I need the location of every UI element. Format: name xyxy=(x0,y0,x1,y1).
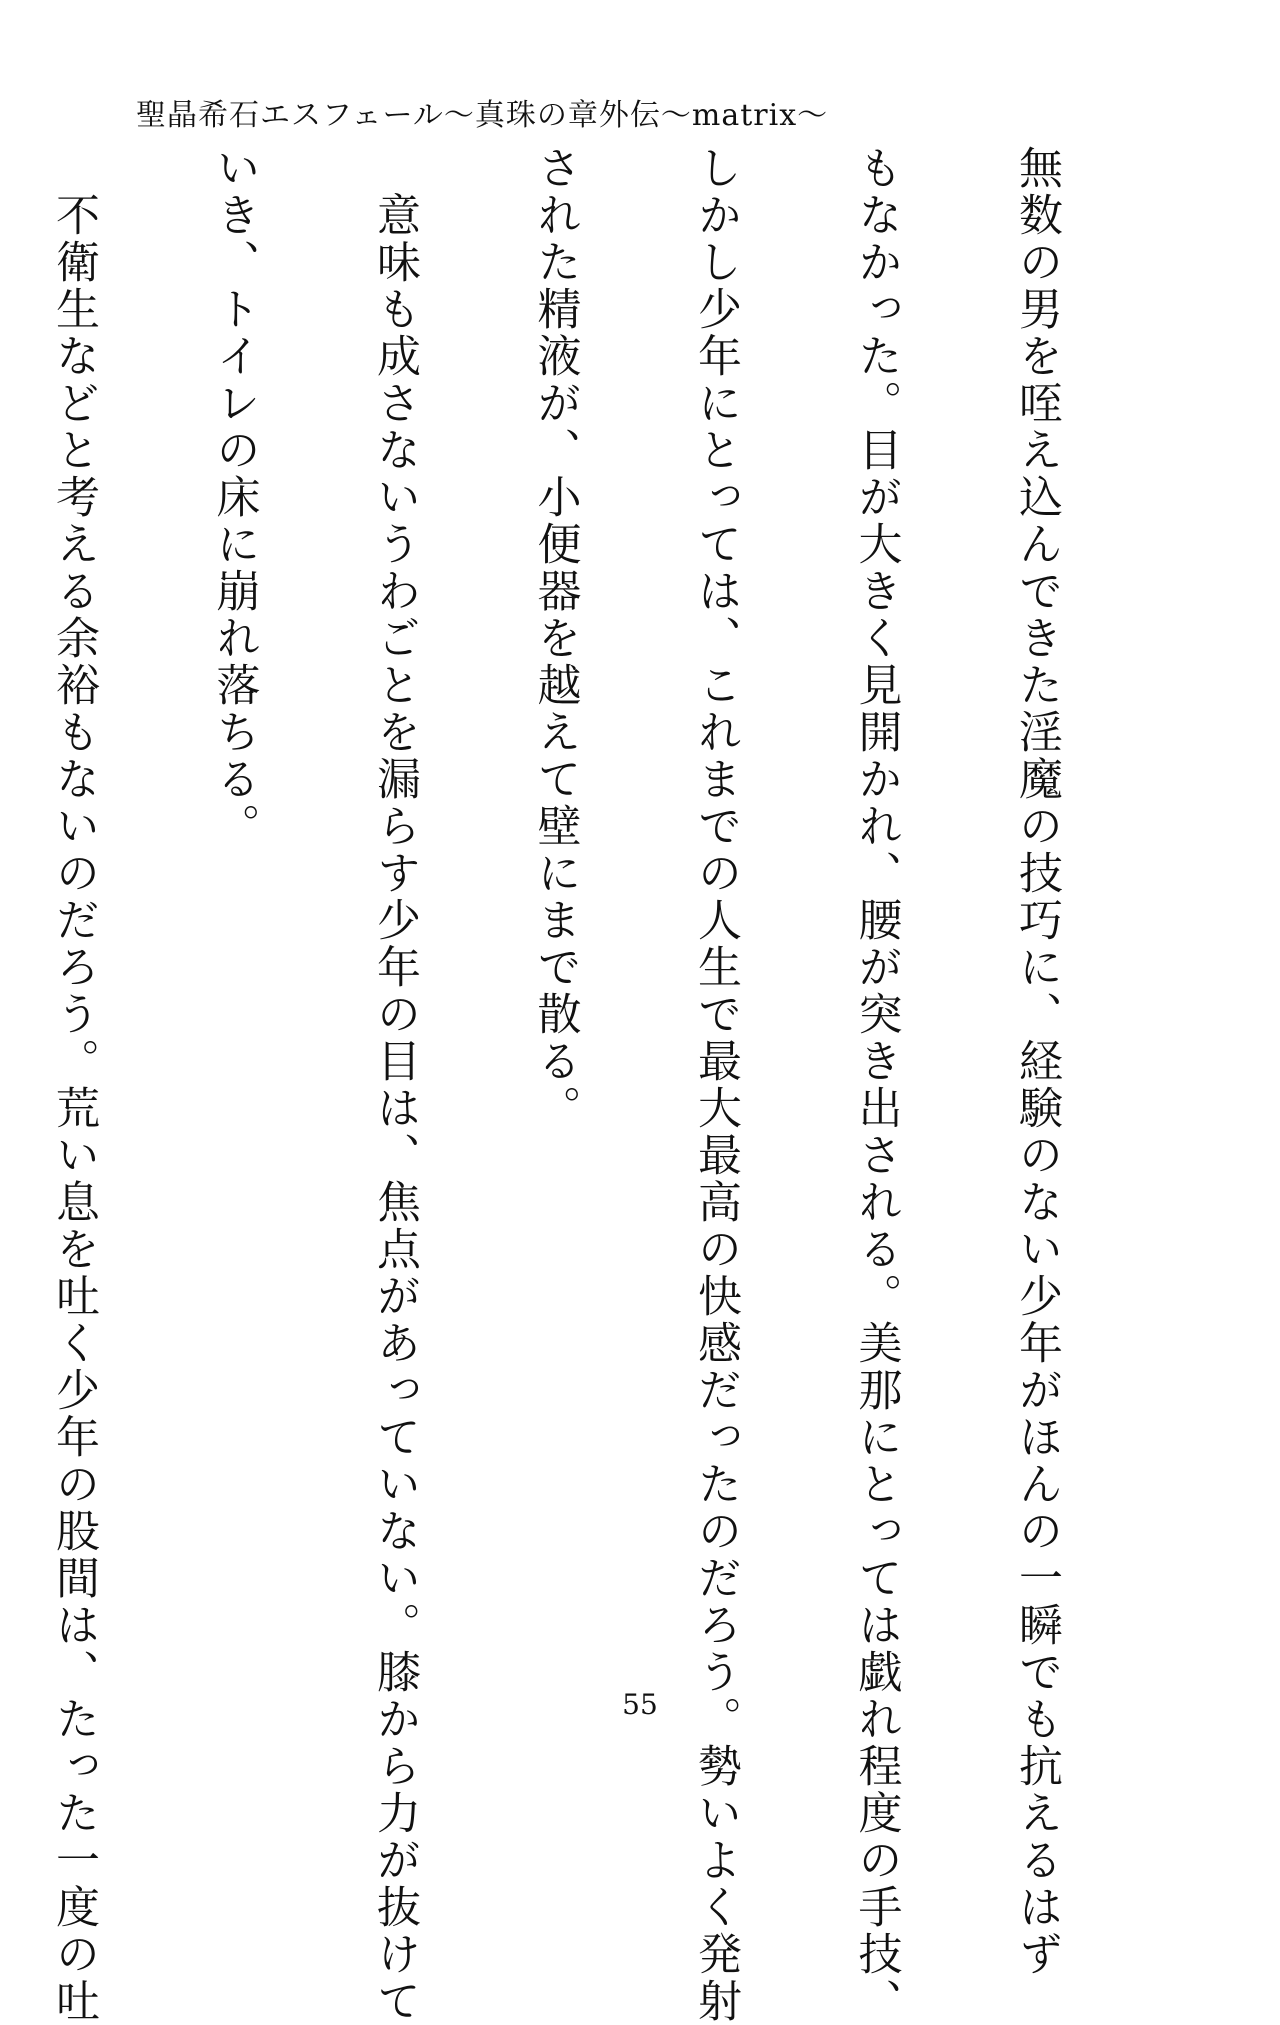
text-line: いき、トイレの床に崩れ落ちる。 xyxy=(208,145,260,850)
text-line: しかし少年にとっては、これまでの人生で最大最高の快感だったのだろう。勢いよく発射 xyxy=(690,145,741,2025)
text-line: された精液が、小便器を越えて壁にまで散る。 xyxy=(529,145,581,1132)
page-number: 55 xyxy=(622,1688,658,1721)
text-line: もなかった。目が大きく見開かれ、腰が突き出される。美那にとっては戯れ程度の手技、 xyxy=(850,145,902,2025)
text-line: 無数の男を咥え込んできた淫魔の技巧に、経験のない少年がほんの一瞬でも抗えるはず xyxy=(1011,145,1062,1978)
text-line: 意味も成さないうわごとを漏らす少年の目は、焦点があっていない。膝から力が抜けて xyxy=(369,145,420,2025)
running-header-title: 聖晶希石エスフェール〜真珠の章外伝〜matrix〜 xyxy=(136,98,829,133)
text-line: 不衛生などと考える余裕もないのだろう。荒い息を吐く少年の股間は、たった一度の吐 xyxy=(48,145,99,2025)
